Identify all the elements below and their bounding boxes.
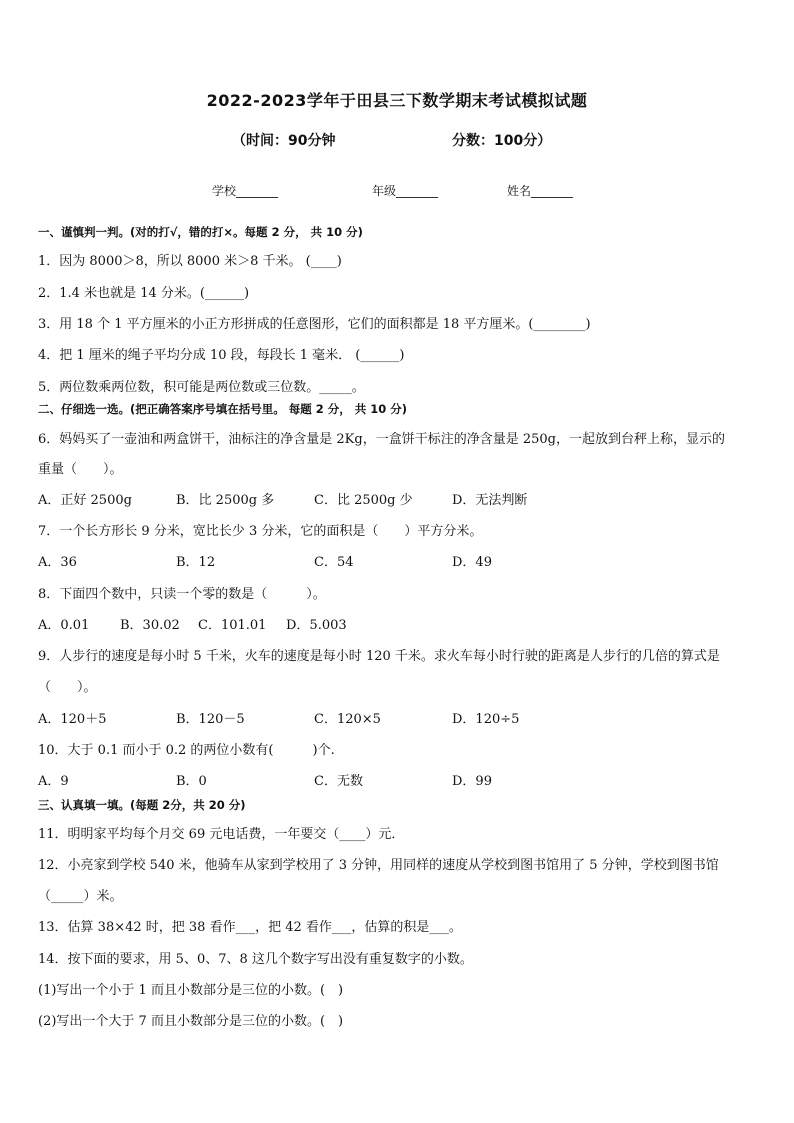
q10-option-c: C．无数 (314, 774, 363, 789)
question-1: 1．因为 8000＞8，所以 8000 米＞8 千米。 (____) (38, 254, 342, 269)
q7-option-d: D．49 (452, 555, 492, 570)
question-8: 8．下面四个数中，只读一个零的数是（ ）。 (38, 587, 326, 602)
q8-option-b: B．30.02 (120, 618, 180, 633)
q9-option-a: A．120＋5 (38, 712, 107, 727)
question-12-line-2: （_____）米。 (38, 889, 123, 904)
q6-option-c: C．比 2500g 少 (314, 493, 413, 508)
q6-option-a: A．正好 2500g (38, 493, 132, 508)
question-6-line-2: 重量（ ）。 (38, 462, 123, 477)
question-9-line-1: 9．人步行的速度是每小时 5 千米，火车的速度是每小时 120 千米。求火车每小时行驶的距离是人步行的几倍的算式是 (38, 649, 720, 664)
time-limit: （时间：90分钟 (232, 133, 336, 149)
question-5: 5．两位数乘两位数，积可能是两位数或三位数。_____。 (38, 380, 365, 395)
question-10: 10．大于 0.1 而小于 0.2 的两位小数有( )个. (38, 743, 335, 758)
q8-option-d: D．5.003 (286, 618, 347, 633)
question-13: 13．估算 38×42 时，把 38 看作___，把 42 看作___，估算的积是___。 (38, 920, 462, 935)
question-12-line-1: 12．小亮家到学校 540 米，他骑车从家到学校用了 3 分钟，用同样的速度从学校到图书馆用了 5 分钟，学校到图书馆 (38, 858, 719, 873)
q7-option-a: A．36 (38, 555, 77, 570)
q7-option-c: C．54 (314, 555, 354, 570)
q6-option-b: B．比 2500g 多 (176, 493, 275, 508)
q10-option-b: B．0 (176, 774, 207, 789)
question-14-part-1: (1)写出一个小于 1 而且小数部分是三位的小数。( ) (38, 983, 344, 998)
q8-option-c: C．101.01 (198, 618, 267, 633)
q10-option-a: A．9 (38, 774, 69, 789)
q10-option-d: D．99 (452, 774, 492, 789)
q6-option-d: D．无法判断 (452, 493, 528, 508)
question-3: 3．用 18 个 1 平方厘米的小正方形拼成的任意图形，它们的面积都是 18 平方厘米。(________) (38, 317, 591, 332)
question-14-part-2: (2)写出一个大于 7 而且小数部分是三位的小数。( ) (38, 1014, 344, 1029)
section-heading-1: 一、谨慎判一判。(对的打√，错的打×。每题 2 分， 共 10 分) (38, 225, 363, 239)
q9-option-c: C．120×5 (314, 712, 381, 727)
question-9-line-2: （ ）。 (38, 680, 97, 695)
question-6-line-1: 6．妈妈买了一壶油和两盒饼干，油标注的净含量是 2Kg，一盒饼干标注的净含量是 250g，一起放到台秤上称，显示的 (38, 432, 725, 447)
q7-option-b: B．12 (176, 555, 216, 570)
q9-option-b: B．120－5 (176, 712, 245, 727)
school-field[interactable]: 学校_______ (212, 184, 279, 198)
section-heading-2: 二、仔细选一选。(把正确答案序号填在括号里。 每题 2 分， 共 10 分) (38, 402, 408, 416)
question-2: 2．1.4 米也就是 14 分米。(______) (38, 286, 250, 301)
question-4: 4．把 1 厘米的绳子平均分成 10 段，每段长 1 毫米． (______) (38, 348, 405, 363)
question-11: 11．明明家平均每个月交 69 元电话费，一年要交（____）元． (38, 827, 405, 842)
grade-field[interactable]: 年级_______ (372, 184, 439, 198)
q9-option-d: D．120÷5 (452, 712, 520, 727)
total-score: 分数：100分） (452, 133, 552, 149)
question-14: 14．按下面的要求，用 5、0、7、8 这几个数字写出没有重复数字的小数。 (38, 952, 473, 967)
question-7: 7．一个长方形长 9 分米，宽比长少 3 分米，它的面积是（ ）平方分米。 (38, 524, 483, 539)
page-title: 2022-2023学年于田县三下数学期末考试模拟试题 (206, 91, 588, 110)
q8-option-a: A．0.01 (38, 618, 90, 633)
name-field[interactable]: 姓名_______ (507, 184, 574, 198)
section-heading-3: 三、认真填一填。(每题 2分，共 20 分) (38, 798, 246, 812)
